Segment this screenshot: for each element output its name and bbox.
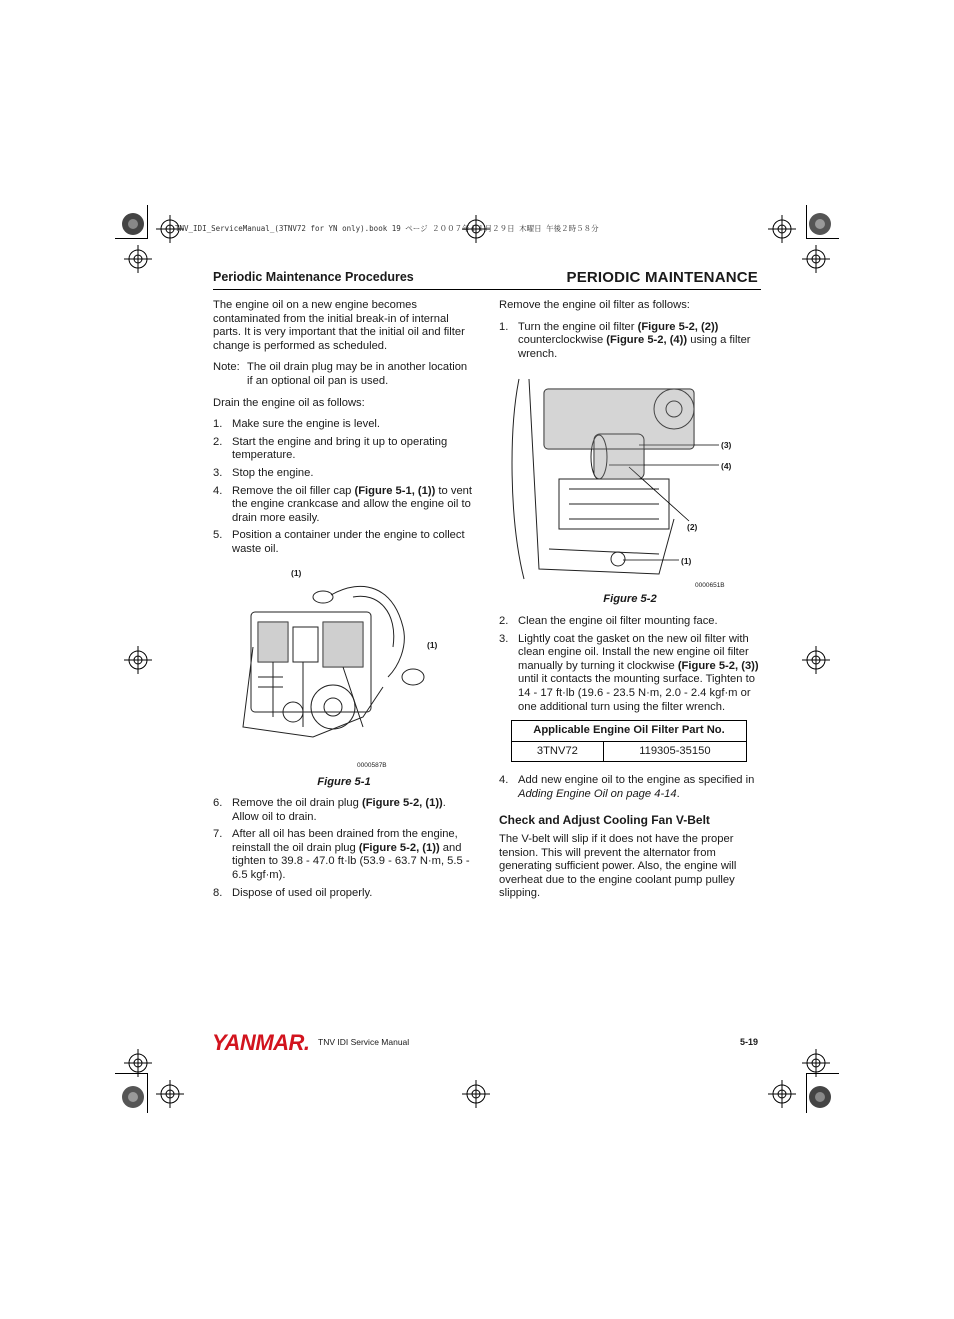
print-slug: TNV_IDI_ServiceManual_(3TNV72 for YN only).book 19 ページ ２００７年１１月２９日 木曜日 午後２時５８分 [175,224,599,233]
filter-steps-continued [499,615,761,714]
list-item: 6. Remove the oil drain plug (Figure 5-2, (1)). Allow oil to drain. [213,797,446,823]
table-header: Applicable Engine Oil Filter Part No. [512,721,747,742]
callout-3: (3) [721,440,732,451]
drain-steps-continued [213,797,475,900]
callout-1b: (1) [427,639,438,650]
callout-1: (1) [681,556,692,567]
header-rule [213,289,761,290]
list-item: 4. Remove the oil filler cap (Figure 5-1, (1)) to vent the engine crankcase and allow the engine oil to drain more easily. [213,484,473,524]
list-item: 8. Dispose of used oil properly. [213,886,373,899]
yanmar-logo: YANMAR. [212,1030,310,1055]
callout-1a: (1) [291,567,302,578]
cross-reference-link: Adding Engine Oil on page 4-14 [518,787,677,800]
figure-5-1-caption: Figure 5-1 [317,775,371,788]
list-item: 5. Position a container under the engine to collect waste oil. [213,529,465,555]
list-item: 3. Stop the engine. [213,466,314,479]
list-item: 1. Turn the engine oil filter (Figure 5-2, (2)) counterclockwise (Figure 5-2, (4)) using a filter wrench. [499,320,751,360]
chapter-title: PERIODIC MAINTENANCE [566,269,758,286]
figure-5-1 [213,567,475,772]
list-item: 4. Add new engine oil to the engine as specified in Adding Engine Oil on page 4-14. [499,774,755,800]
filter-steps-final [499,774,761,801]
list-item: 2. Start the engine and bring it up to operating temperature. [213,435,448,462]
list-item: 2. Clean the engine oil filter mounting face. [499,614,718,627]
left-column [213,299,475,904]
oil-filter-illustration [499,369,761,591]
callout-2: (2) [687,522,698,533]
table-row [512,741,747,762]
note-label: Note: [213,361,240,374]
list-item: 7. After all oil has been drained from the engine, reinstall the oil drain plug (Figure 5-2, (1)) and tighten to 39.8 - 47.0 ft·lb (53.9 - 63.7 N·m, 5.5 - 6.5 kgf·m). [213,828,470,882]
drain-intro: Drain the engine oil as follows: [213,396,365,409]
callout-4: (4) [721,461,732,472]
note-text: The oil drain plug may be in another location if an optional oil pan is used. [247,361,468,387]
list-item: 1. Make sure the engine is level. [213,418,381,431]
list-item: 3. Lightly coat the gasket on the new oil filter with clean engine oil. Install the new engine oil filter manually by turning it clockwise (Figure 5-2, (3)) until it contacts the mounting surface. Tighten to 14 - 17 ft·lb (19.6 - 23.5 N·m, 2.0 - 2.4 kgf·m or one additional turn using the filter wrench. [499,632,759,713]
section-title: Periodic Maintenance Procedures [213,270,414,284]
table-cell-part: 119305-35150 [603,741,746,762]
figure-code: 0000587B [357,761,387,769]
intro-paragraph: The engine oil on a new engine becomes contaminated from the initial break-in of internal parts. It is very important that the initial oil and filter change is performed as scheduled. [213,299,465,352]
table-cell-model: 3TNV72 [512,741,604,762]
figure-code: 0000651B [695,582,725,590]
filter-steps [499,321,761,362]
oil-filter-part-table [511,720,747,762]
engine-illustration [213,567,475,772]
filter-intro: Remove the engine oil filter as follows: [499,299,690,311]
figure-5-2-caption: Figure 5-2 [603,593,657,606]
manual-title: TNV IDI Service Manual [318,1037,410,1047]
right-column [499,299,761,909]
drain-steps [213,418,475,556]
vbelt-heading: Check and Adjust Cooling Fan V-Belt [499,812,710,827]
note [213,361,475,388]
vbelt-paragraph: The V-belt will slip if it does not have the proper tension. This will prevent the alternator from generating sufficient power. Also, the engine will overheat due to the engine coolant pump pulley slipping. [499,833,737,900]
page-number: 5-19 [740,1037,759,1047]
figure-5-2 [499,369,761,591]
